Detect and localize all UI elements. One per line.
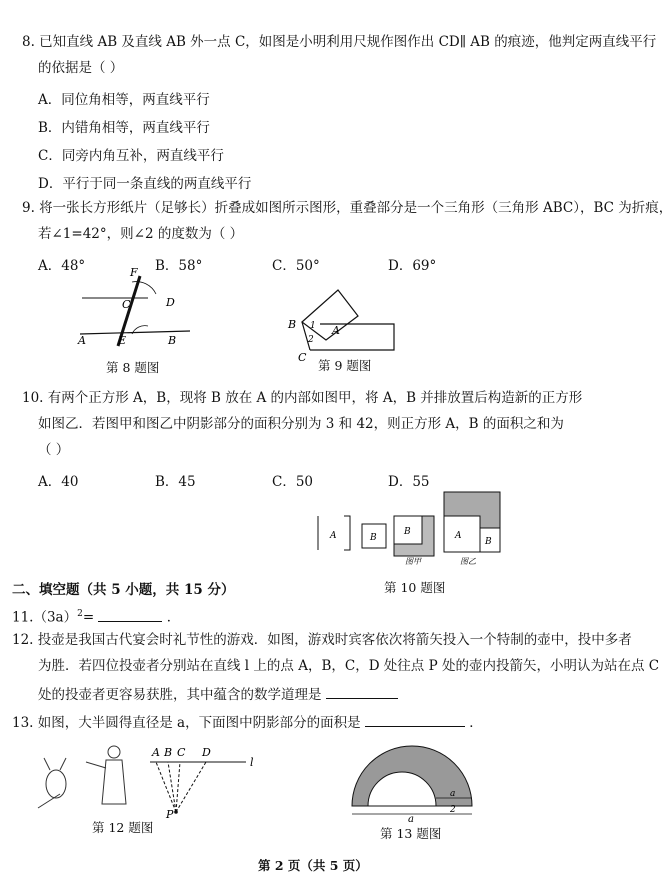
q12-answer-blank[interactable] (326, 684, 398, 699)
q8-label-b: B (168, 334, 177, 347)
q11 (12, 604, 180, 628)
q13-stem: 13. 如图，大半圆得直径是 a，下面图中阴影部分的面积是 (12, 715, 361, 731)
q13-end: ． (469, 715, 483, 731)
q10-label-b1: B (370, 533, 377, 543)
q9-stem-line2: 若∠1=42°，则∠2 的度数为（ ） (38, 226, 244, 242)
q8-option-a: A．同位角相等，两直线平行 (38, 92, 210, 108)
page-footer: 第 2 页（共 5 页） (258, 858, 368, 873)
q8-figure (70, 264, 200, 348)
q9-option-a: A．48° (38, 258, 86, 274)
q12-stem-line2: 为胜．若四位投壶者分别站在直线 l 上的点 A，B，C，D 处往点 P 处的壶内投箭矢，小明认为站在点 C (38, 658, 660, 674)
q12-stem-line3: 处的投壶者更容易获胜，其中蕴含的数学道理是 (38, 687, 322, 703)
q10-figure-caption: 第 10 题图 (384, 580, 446, 595)
q8-label-e: E (118, 334, 127, 347)
q9-label-b: B (288, 318, 297, 331)
q10-option-d: D．55 (388, 474, 430, 490)
q12-label-d: D (202, 746, 211, 759)
q8-stem-line2: 的依据是（ ） (38, 60, 124, 76)
q11-equals: = (82, 609, 95, 626)
q8-option-c: C．同旁内角互补，两直线平行 (38, 148, 224, 164)
q12-label-p: P (166, 808, 174, 821)
q9-strip-upper (302, 290, 358, 340)
q10-label-a2: A (455, 531, 462, 541)
q8-label-d: D (166, 296, 175, 309)
q13-label-half-a-numerator: a (450, 789, 456, 799)
q10-square-a-right-edge (344, 516, 350, 550)
q12-label-c: C (177, 746, 186, 759)
q9-label-angle1: 1 (310, 321, 316, 331)
q9-figure (282, 270, 402, 362)
q8-option-d: D．平行于同一条直线的两直线平行 (38, 176, 252, 192)
q13-label-half-a-denominator: 2 (450, 805, 456, 815)
q10-option-c: C．50 (272, 474, 314, 490)
q8-label-f: F (130, 266, 138, 279)
q10-figure-yi-a (444, 516, 480, 552)
q10-label-b2: B (485, 537, 492, 547)
q11-prefix: 11.（3a） (12, 609, 78, 626)
q10-stem-line1: 10. 有两个正方形 A，B，现将 B 放在 A 的内部如图甲，将 A，B 并排放置后构造新的正方形 (22, 390, 583, 406)
q10-option-a: A．40 (38, 474, 79, 490)
q12-illustration (38, 746, 126, 808)
q12-figure-caption: 第 12 题图 (92, 820, 154, 835)
q11-answer-blank[interactable] (98, 607, 162, 622)
q13-line (12, 712, 483, 733)
q12-segment-pb (168, 762, 176, 812)
q13-figure-caption: 第 13 题图 (380, 826, 442, 841)
q12-label-a: A (152, 746, 160, 759)
q12-segment-pa (156, 762, 176, 812)
q9-option-b: B．58° (155, 258, 203, 274)
q10-option-b: B．45 (155, 474, 196, 490)
q13-label-a: a (408, 814, 414, 825)
q8-figure-caption: 第 8 题图 (106, 360, 160, 375)
q9-stem-line1: 9. 将一张长方形纸片（足够长）折叠成如图所示图形，重叠部分是一个三角形（三角形 ABC），BC 为折痕， (22, 200, 672, 216)
q9-label-c: C (298, 351, 307, 364)
q12-label-l: l (250, 756, 254, 769)
q9-label-angle2: 2 (308, 335, 314, 345)
q10-label-a1: A (330, 531, 337, 541)
q8-stem-line1: 8. 已知直线 AB 及直线 AB 外一点 C，如图是小明利用尺规作图作出 CD∥ AB 的痕迹，他判定两直线平行 (22, 34, 657, 50)
q10-label-b-jia: B (404, 527, 411, 537)
q11-end: ． (166, 609, 181, 626)
q9-label-a: A (332, 324, 340, 337)
q9-option-c: C．50° (272, 258, 320, 274)
q12-segment-pd (176, 762, 206, 812)
section-title: 二、填空题（共 5 小题，共 15 分） (12, 582, 235, 598)
q13-figure (348, 740, 478, 825)
q9-option-d: D．69° (388, 258, 437, 274)
q10-stem-line2: 如图乙．若图甲和图乙中阴影部分的面积分别为 3 和 42，则正方形 A，B 的面积之和为 (38, 416, 564, 432)
q12-figure (30, 740, 260, 820)
q12-label-b: B (164, 746, 173, 759)
q12-line3 (38, 684, 398, 705)
q10-caption-jia: 图甲 (405, 557, 421, 566)
q8-option-b: B．内错角相等，两直线平行 (38, 120, 210, 136)
q8-label-c: C (122, 298, 131, 311)
q12-point-p (174, 810, 178, 814)
q11-superscript: 2 (77, 609, 83, 619)
q10-caption-yi: 图乙 (460, 557, 476, 566)
q12-segment-pc (176, 762, 180, 812)
q13-answer-blank[interactable] (365, 712, 465, 727)
q12-stem-line1: 12. 投壶是我国古代宴会时礼节性的游戏．如图，游戏时宾客依次将箭矢投入一个特制的壶中，投中多者 (12, 632, 632, 648)
q8-label-a: A (78, 334, 86, 347)
q10-figure (312, 488, 502, 566)
q9-figure-caption: 第 9 题图 (318, 358, 372, 373)
q10-stem-line3: （ ） (38, 442, 70, 458)
